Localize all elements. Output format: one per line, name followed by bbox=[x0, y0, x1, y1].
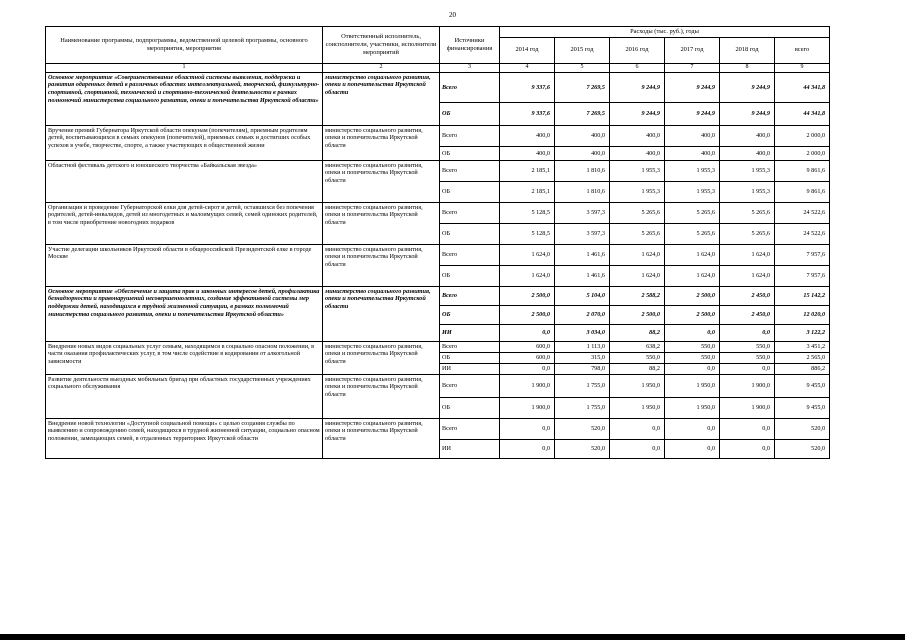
executor: министерство социального развития, опеки и попечительства Иркутской области bbox=[323, 244, 440, 286]
funding-source: Всего bbox=[440, 202, 500, 223]
activity-name: Участие делегации школьников Иркутской области в общероссийской Президентской елке в городе Москве bbox=[46, 244, 323, 286]
amount-year: 1 900,0 bbox=[500, 397, 555, 418]
amount-year: 0,0 bbox=[665, 363, 720, 374]
amount-year: 9 244,9 bbox=[720, 102, 775, 125]
header-expenses: Расходы (тыс. руб.), годы bbox=[500, 27, 830, 38]
budget-table bbox=[45, 26, 830, 459]
amount-year: 1 900,0 bbox=[500, 374, 555, 397]
amount-total: 24 522,6 bbox=[775, 202, 830, 223]
table-row bbox=[46, 160, 830, 181]
column-number-row bbox=[46, 63, 830, 72]
table-row bbox=[46, 244, 830, 265]
funding-source: Всего bbox=[440, 160, 500, 181]
amount-total: 9 861,6 bbox=[775, 181, 830, 202]
amount-year: 400,0 bbox=[500, 125, 555, 146]
amount-year: 2 500,0 bbox=[610, 305, 665, 324]
amount-year: 1 755,0 bbox=[555, 374, 610, 397]
table-row bbox=[46, 202, 830, 223]
amount-year: 400,0 bbox=[610, 125, 665, 146]
activity-name: Областной фестиваль детского и юношеского творчества «Байкальская звезда» bbox=[46, 160, 323, 202]
amount-year: 550,0 bbox=[610, 352, 665, 363]
activity-name: Организация и проведение Губернаторской елки для детей-сирот и детей, оставшихся без попечения родителей, детей-инвалидов, детей из многодетных и малоимущих семей, семей одиноких родителей, в том числе приобретение новогодних подарков bbox=[46, 202, 323, 244]
table-row bbox=[46, 125, 830, 146]
page-number: 20 bbox=[449, 11, 456, 19]
amount-year: 3 597,3 bbox=[555, 223, 610, 244]
amount-year: 2 450,0 bbox=[720, 305, 775, 324]
amount-year: 1 624,0 bbox=[720, 265, 775, 286]
amount-year: 1 955,3 bbox=[720, 160, 775, 181]
amount-year: 0,0 bbox=[500, 439, 555, 458]
amount-year: 2 070,0 bbox=[555, 305, 610, 324]
funding-source: Всего bbox=[440, 286, 500, 305]
activity-name: Внедрение новых видов социальных услуг семьям, находящимся в социально опасном положении, в части оказания профилактических услуг, в том числе содействие в кодировании от алкогольной зависимости bbox=[46, 341, 323, 374]
amount-total: 3 451,2 bbox=[775, 341, 830, 352]
amount-year: 9 244,9 bbox=[665, 72, 720, 102]
header-row bbox=[46, 27, 830, 38]
column-number: 1 bbox=[46, 63, 323, 72]
amount-year: 9 244,9 bbox=[610, 102, 665, 125]
amount-year: 400,0 bbox=[665, 146, 720, 160]
amount-year: 1 950,0 bbox=[610, 374, 665, 397]
header-year: 2017 год bbox=[665, 37, 720, 63]
funding-source: Всего bbox=[440, 244, 500, 265]
amount-year: 0,0 bbox=[720, 324, 775, 341]
table-row bbox=[46, 72, 830, 102]
amount-year: 2 588,2 bbox=[610, 286, 665, 305]
funding-source: ИИ bbox=[440, 363, 500, 374]
amount-year: 5 265,6 bbox=[665, 223, 720, 244]
amount-total: 12 020,0 bbox=[775, 305, 830, 324]
amount-year: 2 185,1 bbox=[500, 181, 555, 202]
amount-total: 24 522,6 bbox=[775, 223, 830, 244]
amount-year: 1 950,0 bbox=[665, 374, 720, 397]
table-row bbox=[46, 341, 830, 352]
amount-total: 15 142,2 bbox=[775, 286, 830, 305]
amount-year: 1 624,0 bbox=[665, 265, 720, 286]
amount-year: 400,0 bbox=[500, 146, 555, 160]
activity-name: Развитие деятельности выездных мобильных бригад при областных государственных учреждениях социального обслуживания bbox=[46, 374, 323, 418]
amount-year: 400,0 bbox=[555, 146, 610, 160]
header-name: Наименование программы, подпрограммы, ведомственной целевой программы, основного мероприятия, мероприятия bbox=[46, 27, 323, 64]
amount-year: 5 128,5 bbox=[500, 202, 555, 223]
funding-source: ОБ bbox=[440, 305, 500, 324]
amount-total: 2 000,0 bbox=[775, 125, 830, 146]
amount-year: 0,0 bbox=[500, 363, 555, 374]
executor: министерство социального развития, опеки и попечительства Иркутской области bbox=[323, 125, 440, 160]
funding-source: ОБ bbox=[440, 146, 500, 160]
funding-source: ОБ bbox=[440, 352, 500, 363]
amount-year: 0,0 bbox=[665, 439, 720, 458]
table-row bbox=[46, 374, 830, 397]
amount-year: 1 810,6 bbox=[555, 160, 610, 181]
amount-year: 1 950,0 bbox=[665, 397, 720, 418]
amount-year: 0,0 bbox=[500, 324, 555, 341]
column-number: 9 bbox=[775, 63, 830, 72]
amount-year: 400,0 bbox=[720, 146, 775, 160]
amount-year: 400,0 bbox=[555, 125, 610, 146]
activity-name: Внедрение новой технологии «Доступной социальной помощи» с целью создания службы по выявлению и сопровождению семей, находящихся в трудной жизненной ситуации, социально опасном положении, замещающих семей, в отдаленных территориях Иркутской области bbox=[46, 418, 323, 458]
amount-year: 550,0 bbox=[720, 341, 775, 352]
amount-year: 9 244,9 bbox=[720, 72, 775, 102]
amount-year: 5 265,6 bbox=[610, 223, 665, 244]
header-year: 2018 год bbox=[720, 37, 775, 63]
amount-year: 0,0 bbox=[500, 418, 555, 439]
amount-year: 1 900,0 bbox=[720, 397, 775, 418]
activity-name: Основное мероприятие «Совершенствование областной системы выявления, поддержки и развития одаренных детей в различных областях интеллектуальной, творческой, физкультурно-спортивной, спортивной, технической и спортивно-технической деятельности в рамках полномочий министерства социального развития, опеки и попечительства Иркутской области» bbox=[46, 72, 323, 125]
scan-bottom-edge bbox=[0, 634, 905, 640]
amount-year: 1 624,0 bbox=[665, 244, 720, 265]
amount-total: 44 341,8 bbox=[775, 72, 830, 102]
amount-year: 1 624,0 bbox=[610, 265, 665, 286]
amount-year: 600,0 bbox=[500, 341, 555, 352]
amount-year: 2 500,0 bbox=[665, 286, 720, 305]
amount-total: 7 957,6 bbox=[775, 265, 830, 286]
amount-year: 400,0 bbox=[720, 125, 775, 146]
column-number: 6 bbox=[610, 63, 665, 72]
header-source: Источники финансирования bbox=[440, 27, 500, 64]
amount-year: 9 337,6 bbox=[500, 102, 555, 125]
column-number: 2 bbox=[323, 63, 440, 72]
amount-year: 1 113,0 bbox=[555, 341, 610, 352]
amount-year: 9 337,6 bbox=[500, 72, 555, 102]
amount-year: 638,2 bbox=[610, 341, 665, 352]
header-year: 2016 год bbox=[610, 37, 665, 63]
executor: министерство социального развития, опеки и попечительства Иркутской области bbox=[323, 160, 440, 202]
amount-year: 7 269,5 bbox=[555, 102, 610, 125]
amount-year: 1 900,0 bbox=[720, 374, 775, 397]
amount-year: 550,0 bbox=[665, 352, 720, 363]
header-year: 2014 год bbox=[500, 37, 555, 63]
amount-year: 3 597,3 bbox=[555, 202, 610, 223]
column-number: 7 bbox=[665, 63, 720, 72]
column-number: 8 bbox=[720, 63, 775, 72]
amount-year: 1 624,0 bbox=[500, 265, 555, 286]
amount-year: 2 500,0 bbox=[500, 305, 555, 324]
amount-total: 2 565,0 bbox=[775, 352, 830, 363]
amount-year: 0,0 bbox=[665, 324, 720, 341]
amount-year: 1 955,3 bbox=[720, 181, 775, 202]
amount-year: 1 624,0 bbox=[720, 244, 775, 265]
funding-source: Всего bbox=[440, 125, 500, 146]
amount-year: 1 461,6 bbox=[555, 265, 610, 286]
amount-year: 88,2 bbox=[610, 324, 665, 341]
header-executor: Ответственный исполнитель, соисполнители, участники, исполнители мероприятий bbox=[323, 27, 440, 64]
column-number: 4 bbox=[500, 63, 555, 72]
column-number: 5 bbox=[555, 63, 610, 72]
amount-year: 0,0 bbox=[610, 418, 665, 439]
funding-source: ИИ bbox=[440, 439, 500, 458]
amount-year: 5 128,5 bbox=[500, 223, 555, 244]
funding-source: Всего bbox=[440, 72, 500, 102]
amount-year: 2 500,0 bbox=[665, 305, 720, 324]
amount-year: 0,0 bbox=[720, 439, 775, 458]
amount-year: 0,0 bbox=[665, 418, 720, 439]
amount-total: 520,0 bbox=[775, 418, 830, 439]
executor: министерство социального развития, опеки и попечительства Иркутской области bbox=[323, 202, 440, 244]
amount-year: 9 244,9 bbox=[610, 72, 665, 102]
amount-year: 400,0 bbox=[665, 125, 720, 146]
funding-source: ОБ bbox=[440, 265, 500, 286]
amount-year: 520,0 bbox=[555, 418, 610, 439]
amount-year: 1 950,0 bbox=[610, 397, 665, 418]
amount-total: 44 341,8 bbox=[775, 102, 830, 125]
amount-total: 9 455,0 bbox=[775, 374, 830, 397]
amount-total: 9 861,6 bbox=[775, 160, 830, 181]
funding-source: Всего bbox=[440, 374, 500, 397]
amount-total: 886,2 bbox=[775, 363, 830, 374]
amount-total: 3 122,2 bbox=[775, 324, 830, 341]
header-total: всего bbox=[775, 37, 830, 63]
amount-year: 1 955,3 bbox=[665, 181, 720, 202]
amount-year: 550,0 bbox=[665, 341, 720, 352]
amount-year: 315,0 bbox=[555, 352, 610, 363]
amount-year: 9 244,9 bbox=[665, 102, 720, 125]
amount-year: 0,0 bbox=[720, 418, 775, 439]
amount-year: 88,2 bbox=[610, 363, 665, 374]
amount-year: 0,0 bbox=[610, 439, 665, 458]
column-number: 3 bbox=[440, 63, 500, 72]
amount-year: 1 955,3 bbox=[610, 181, 665, 202]
executor: министерство социального развития, опеки и попечительства Иркутской области bbox=[323, 341, 440, 374]
amount-year: 5 265,6 bbox=[720, 202, 775, 223]
amount-year: 2 500,0 bbox=[500, 286, 555, 305]
amount-year: 520,0 bbox=[555, 439, 610, 458]
funding-source: ОБ bbox=[440, 181, 500, 202]
amount-year: 2 185,1 bbox=[500, 160, 555, 181]
amount-year: 1 955,3 bbox=[610, 160, 665, 181]
amount-year: 1 810,6 bbox=[555, 181, 610, 202]
amount-year: 5 265,6 bbox=[665, 202, 720, 223]
amount-year: 5 265,6 bbox=[610, 202, 665, 223]
amount-year: 600,0 bbox=[500, 352, 555, 363]
amount-year: 0,0 bbox=[720, 363, 775, 374]
activity-name: Основное мероприятие «Обеспечение и защита прав и законных интересов детей, профилактика безнадзорности и правонарушений несовершеннолетних, создание эффективной системы мер поддержки детей, находящихся в трудной жизненной ситуации, в рамках полномочий министерства социального развития, опеки и попечительства Иркутской области» bbox=[46, 286, 323, 341]
amount-year: 798,0 bbox=[555, 363, 610, 374]
executor: министерство социального развития, опеки и попечительства Иркутской области bbox=[323, 72, 440, 125]
funding-source: Всего bbox=[440, 418, 500, 439]
amount-year: 1 955,3 bbox=[665, 160, 720, 181]
table-row bbox=[46, 286, 830, 305]
amount-year: 400,0 bbox=[610, 146, 665, 160]
funding-source: ОБ bbox=[440, 397, 500, 418]
amount-year: 1 624,0 bbox=[610, 244, 665, 265]
executor: министерство социального развития, опеки и попечительства Иркутской области bbox=[323, 286, 440, 341]
amount-year: 1 755,0 bbox=[555, 397, 610, 418]
table-row bbox=[46, 418, 830, 439]
amount-year: 3 034,0 bbox=[555, 324, 610, 341]
amount-year: 550,0 bbox=[720, 352, 775, 363]
amount-total: 2 000,0 bbox=[775, 146, 830, 160]
funding-source: ОБ bbox=[440, 223, 500, 244]
header-year: 2015 год bbox=[555, 37, 610, 63]
activity-name: Вручение премий Губернатора Иркутской области опекунам (попечителям), приемным родителям детей, воспитывающихся в семьях опекунов (попечителей), приемных семьях и достигших особых успехов в учебе, творчестве, спорте, а также участвующих в общественной жизни bbox=[46, 125, 323, 160]
funding-source: ИИ bbox=[440, 324, 500, 341]
funding-source: Всего bbox=[440, 341, 500, 352]
amount-year: 5 265,6 bbox=[720, 223, 775, 244]
amount-year: 5 104,0 bbox=[555, 286, 610, 305]
amount-year: 2 450,0 bbox=[720, 286, 775, 305]
amount-year: 1 461,6 bbox=[555, 244, 610, 265]
amount-total: 7 957,6 bbox=[775, 244, 830, 265]
executor: министерство социального развития, опеки и попечительства Иркутской области bbox=[323, 418, 440, 458]
amount-total: 520,0 bbox=[775, 439, 830, 458]
executor: министерство социального развития, опеки и попечительства Иркутской области bbox=[323, 374, 440, 418]
amount-total: 9 455,0 bbox=[775, 397, 830, 418]
amount-year: 7 269,5 bbox=[555, 72, 610, 102]
amount-year: 1 624,0 bbox=[500, 244, 555, 265]
funding-source: ОБ bbox=[440, 102, 500, 125]
